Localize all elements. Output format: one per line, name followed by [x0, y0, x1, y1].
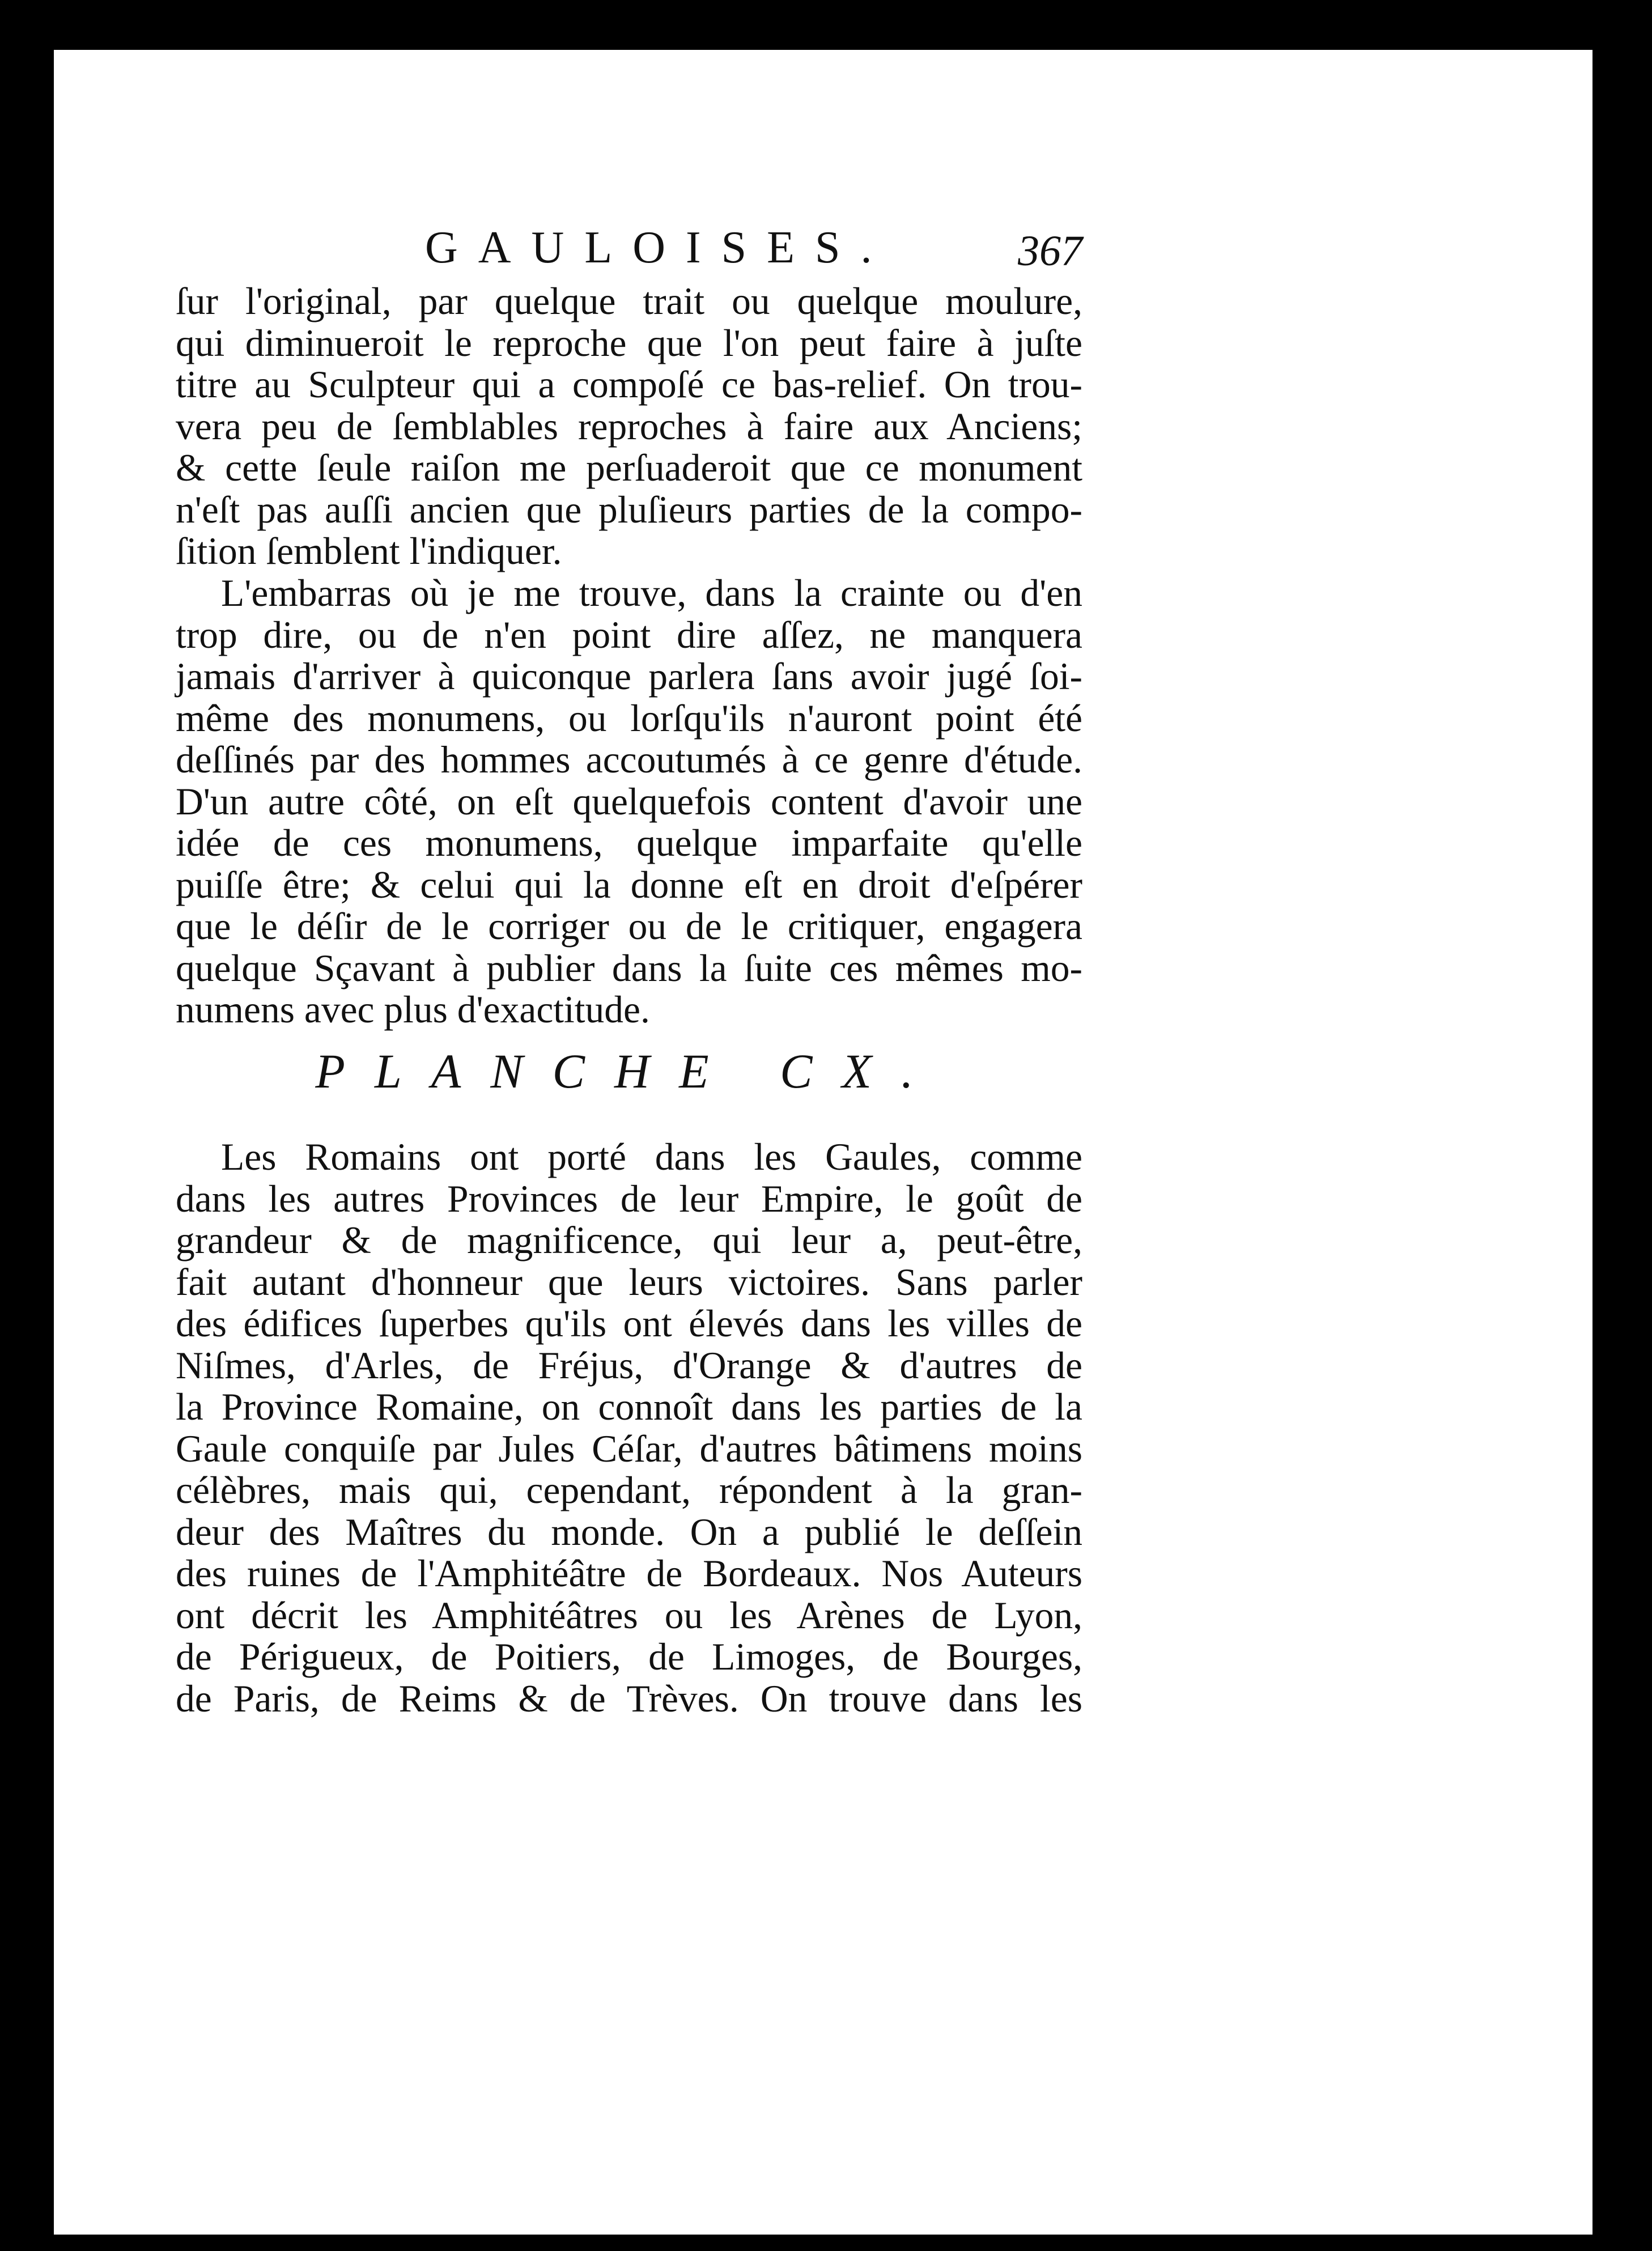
text-line: D'un autre côté, on eſt quelquefois content d'avoir une — [176, 780, 1082, 823]
text-line: de Périgueux, de Poitiers, de Limoges, de Bourges, — [176, 1636, 1082, 1678]
text-line: deſſinés par des hommes accoutumés à ce genre d'étude. — [176, 738, 1082, 781]
text-line: idée de ces monumens, quelque imparfaite qu'elle — [176, 822, 1082, 864]
text-line: n'eſt pas auſſi ancien que pluſieurs parties de la compo- — [176, 488, 1082, 531]
text-line: jamais d'arriver à quiconque parlera ſans avoir jugé ſoi- — [176, 655, 1082, 698]
text-line: des ruines de l'Amphitéâtre de Bordeaux. Nos Auteurs — [176, 1552, 1082, 1595]
text-line: ſition ſemblent l'indiquer. — [176, 530, 562, 572]
text-line: ont décrit les Amphitéâtres ou les Arènes de Lyon, — [176, 1594, 1082, 1637]
plate-heading: PLANCHE CX. — [315, 1044, 943, 1098]
paragraph-embarras — [176, 572, 1082, 1031]
text-line: que le déſir de le corriger ou de le critiquer, engagera — [176, 905, 1082, 948]
text-line: qui diminueroit le reproche que l'on peut faire à juſte — [176, 321, 1082, 364]
text-line: grandeur & de magnificence, qui leur a, peut-être, — [176, 1219, 1082, 1262]
running-title: GAULOISES. — [425, 223, 893, 273]
text-line: trop dire, ou de n'en point dire aſſez, ne manquera — [176, 613, 1082, 656]
text-line: Niſmes, d'Arles, de Fréjus, d'Orange & d'autres de — [176, 1344, 1082, 1387]
text-line: deur des Maîtres du monde. On a publié le deſſein — [176, 1510, 1082, 1553]
paragraph-planche-cx — [176, 1136, 1082, 1719]
text-line: des édifices ſuperbes qu'ils ont élevés dans les villes de — [176, 1302, 1082, 1345]
text-line: même des monumens, ou lorſqu'ils n'auront point été — [176, 696, 1082, 740]
paragraph-continuation — [176, 281, 1082, 572]
text-line: ſur l'original, par quelque trait ou quelque moulure, — [176, 280, 1082, 322]
text-line: célèbres, mais qui, cependant, répondent à la gran- — [176, 1469, 1082, 1511]
text-line: de Paris, de Reims & de Trèves. On trouve dans les — [176, 1677, 1082, 1720]
text-line: titre au Sculpteur qui a compoſé ce bas-relief. On trou- — [176, 363, 1082, 406]
text-line: dans les autres Provinces de leur Empire, le goût de — [176, 1177, 1082, 1220]
text-line: la Province Romaine, on connoît dans les parties de la — [176, 1386, 1082, 1428]
text-line: L'embarras où je me trouve, dans la crainte ou d'en — [221, 572, 1082, 614]
text-line: numens avec plus d'exactitude. — [176, 988, 650, 1031]
running-head — [176, 222, 1082, 284]
page-number: 367 — [1018, 227, 1082, 275]
text-line: Les Romains ont porté dans les Gaules, comme — [221, 1136, 1082, 1178]
text-line: Gaule conquiſe par Jules Céſar, d'autres bâtimens moins — [176, 1427, 1082, 1470]
text-line: puiſſe être; & celui qui la donne eſt en droit d'eſpérer — [176, 863, 1082, 906]
text-line: fait autant d'honneur que leurs victoires. Sans parler — [176, 1260, 1082, 1303]
text-line: quelque Sçavant à publier dans la ſuite ces mêmes mo- — [176, 946, 1082, 989]
text-line: vera peu de ſemblables reproches à faire aux Anciens; — [176, 405, 1082, 448]
text-line: & cette ſeule raiſon me perſuaderoit que ce monument — [176, 447, 1082, 489]
